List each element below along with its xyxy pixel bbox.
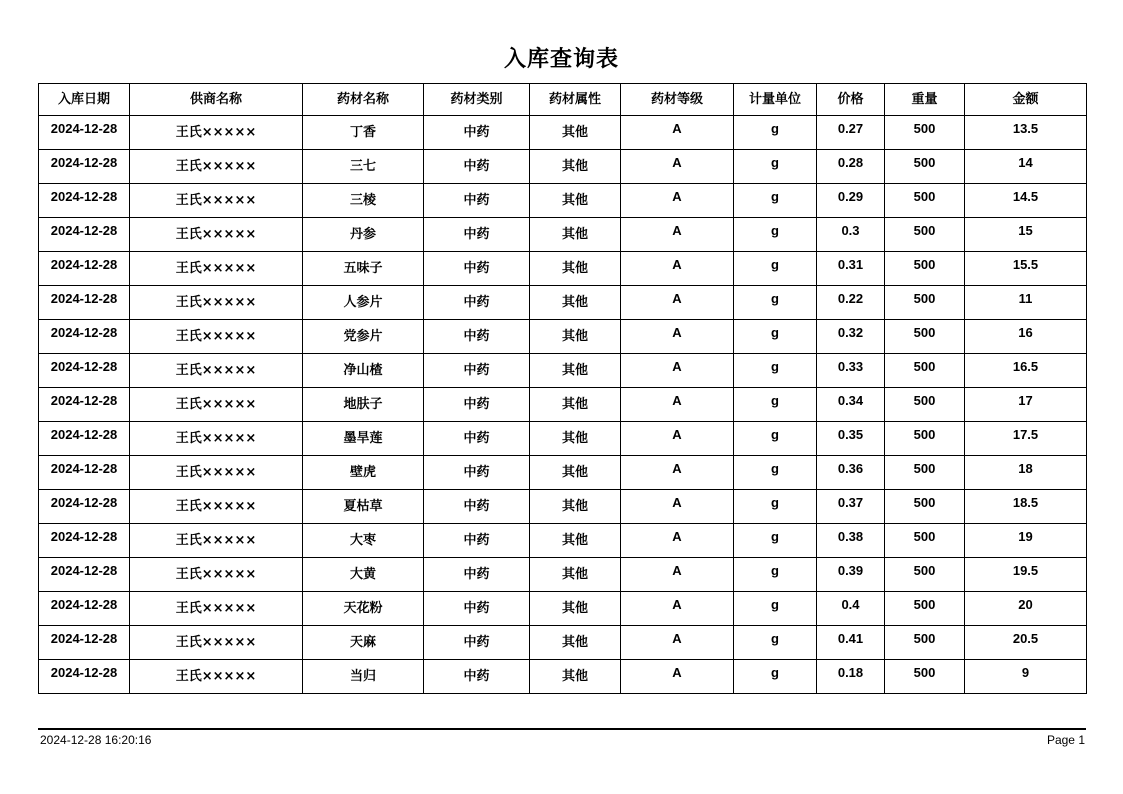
amount-cell: 19 [965, 524, 1087, 558]
price-cell: 0.18 [817, 660, 885, 694]
price-cell: 0.28 [817, 150, 885, 184]
unit-cell: g [734, 626, 817, 660]
herb-category-cell: 中药 [424, 558, 530, 592]
herb-name-cell: 天麻 [303, 626, 424, 660]
herb-grade-cell: A [621, 116, 734, 150]
header-col-unit: 计量单位 [734, 84, 817, 116]
unit-cell: g [734, 422, 817, 456]
price-cell: 0.27 [817, 116, 885, 150]
unit-cell: g [734, 354, 817, 388]
header-col-weight: 重量 [885, 84, 965, 116]
amount-cell: 17 [965, 388, 1087, 422]
header-col-price: 价格 [817, 84, 885, 116]
herb-category-cell: 中药 [424, 320, 530, 354]
table-body [39, 116, 1087, 694]
table-row [39, 422, 1087, 456]
herb-grade-cell: A [621, 218, 734, 252]
price-cell: 0.4 [817, 592, 885, 626]
herb-property-cell: 其他 [530, 592, 621, 626]
herb-property-cell: 其他 [530, 422, 621, 456]
herb-property-cell: 其他 [530, 252, 621, 286]
supplier-cell: 王氏××××× [130, 354, 303, 388]
unit-cell: g [734, 456, 817, 490]
herb-grade-cell: A [621, 490, 734, 524]
herb-name-cell: 墨旱莲 [303, 422, 424, 456]
amount-cell: 14.5 [965, 184, 1087, 218]
table-row [39, 490, 1087, 524]
herb-property-cell: 其他 [530, 558, 621, 592]
herb-category-cell: 中药 [424, 116, 530, 150]
herb-grade-cell: A [621, 252, 734, 286]
herb-category-cell: 中药 [424, 660, 530, 694]
weight-cell: 500 [885, 354, 965, 388]
herb-grade-cell: A [621, 592, 734, 626]
herb-name-cell: 天花粉 [303, 592, 424, 626]
herb-name-cell: 人参片 [303, 286, 424, 320]
herb-name-cell: 夏枯草 [303, 490, 424, 524]
entry-date-cell: 2024-12-28 [39, 524, 130, 558]
entry-date-cell: 2024-12-28 [39, 184, 130, 218]
herb-property-cell: 其他 [530, 490, 621, 524]
price-cell: 0.38 [817, 524, 885, 558]
herb-name-cell: 丁香 [303, 116, 424, 150]
price-cell: 0.32 [817, 320, 885, 354]
supplier-cell: 王氏××××× [130, 320, 303, 354]
amount-cell: 13.5 [965, 116, 1087, 150]
supplier-cell: 王氏××××× [130, 116, 303, 150]
table-row [39, 660, 1087, 694]
page-number: Page 1 [1046, 733, 1085, 747]
amount-cell: 20.5 [965, 626, 1087, 660]
amount-cell: 14 [965, 150, 1087, 184]
entry-date-cell: 2024-12-28 [39, 456, 130, 490]
entry-date-cell: 2024-12-28 [39, 626, 130, 660]
inventory-table [38, 83, 1087, 694]
supplier-cell: 王氏××××× [130, 286, 303, 320]
price-cell: 0.36 [817, 456, 885, 490]
herb-property-cell: 其他 [530, 660, 621, 694]
herb-category-cell: 中药 [424, 252, 530, 286]
entry-date-cell: 2024-12-28 [39, 320, 130, 354]
supplier-cell: 王氏××××× [130, 626, 303, 660]
herb-property-cell: 其他 [530, 456, 621, 490]
header-row [39, 84, 1087, 116]
herb-category-cell: 中药 [424, 422, 530, 456]
supplier-cell: 王氏××××× [130, 218, 303, 252]
header-col-herb-name: 药材名称 [303, 84, 424, 116]
herb-grade-cell: A [621, 184, 734, 218]
amount-cell: 19.5 [965, 558, 1087, 592]
amount-cell: 18.5 [965, 490, 1087, 524]
entry-date-cell: 2024-12-28 [39, 490, 130, 524]
entry-date-cell: 2024-12-28 [39, 354, 130, 388]
table-row [39, 116, 1087, 150]
unit-cell: g [734, 184, 817, 218]
unit-cell: g [734, 286, 817, 320]
weight-cell: 500 [885, 116, 965, 150]
herb-property-cell: 其他 [530, 150, 621, 184]
amount-cell: 20 [965, 592, 1087, 626]
supplier-cell: 王氏××××× [130, 660, 303, 694]
herb-category-cell: 中药 [424, 388, 530, 422]
entry-date-cell: 2024-12-28 [39, 252, 130, 286]
header-col-herb-property: 药材属性 [530, 84, 621, 116]
herb-grade-cell: A [621, 626, 734, 660]
herb-grade-cell: A [621, 456, 734, 490]
entry-date-cell: 2024-12-28 [39, 286, 130, 320]
unit-cell: g [734, 660, 817, 694]
herb-category-cell: 中药 [424, 218, 530, 252]
herb-grade-cell: A [621, 286, 734, 320]
amount-cell: 16.5 [965, 354, 1087, 388]
unit-cell: g [734, 592, 817, 626]
unit-cell: g [734, 320, 817, 354]
table-row [39, 592, 1087, 626]
entry-date-cell: 2024-12-28 [39, 218, 130, 252]
header-col-supplier: 供商名称 [130, 84, 303, 116]
supplier-cell: 王氏××××× [130, 150, 303, 184]
entry-date-cell: 2024-12-28 [39, 660, 130, 694]
entry-date-cell: 2024-12-28 [39, 150, 130, 184]
weight-cell: 500 [885, 558, 965, 592]
herb-category-cell: 中药 [424, 354, 530, 388]
herb-grade-cell: A [621, 354, 734, 388]
header-col-entry-date: 入库日期 [39, 84, 130, 116]
supplier-cell: 王氏××××× [130, 558, 303, 592]
amount-cell: 16 [965, 320, 1087, 354]
table-row [39, 388, 1087, 422]
price-cell: 0.37 [817, 490, 885, 524]
amount-cell: 17.5 [965, 422, 1087, 456]
table-row [39, 184, 1087, 218]
weight-cell: 500 [885, 422, 965, 456]
price-cell: 0.39 [817, 558, 885, 592]
herb-category-cell: 中药 [424, 490, 530, 524]
table-row [39, 218, 1087, 252]
herb-name-cell: 壁虎 [303, 456, 424, 490]
unit-cell: g [734, 218, 817, 252]
amount-cell: 11 [965, 286, 1087, 320]
herb-name-cell: 大枣 [303, 524, 424, 558]
supplier-cell: 王氏××××× [130, 490, 303, 524]
table-row [39, 252, 1087, 286]
weight-cell: 500 [885, 286, 965, 320]
entry-date-cell: 2024-12-28 [39, 592, 130, 626]
price-cell: 0.22 [817, 286, 885, 320]
herb-grade-cell: A [621, 388, 734, 422]
price-cell: 0.41 [817, 626, 885, 660]
weight-cell: 500 [885, 252, 965, 286]
table-row [39, 626, 1087, 660]
unit-cell: g [734, 490, 817, 524]
table-row [39, 558, 1087, 592]
herb-name-cell: 五味子 [303, 252, 424, 286]
weight-cell: 500 [885, 626, 965, 660]
entry-date-cell: 2024-12-28 [39, 116, 130, 150]
herb-name-cell: 净山楂 [303, 354, 424, 388]
herb-category-cell: 中药 [424, 592, 530, 626]
supplier-cell: 王氏××××× [130, 388, 303, 422]
unit-cell: g [734, 524, 817, 558]
supplier-cell: 王氏××××× [130, 184, 303, 218]
supplier-cell: 王氏××××× [130, 524, 303, 558]
herb-property-cell: 其他 [530, 184, 621, 218]
herb-name-cell: 地肤子 [303, 388, 424, 422]
footer-divider [38, 728, 1086, 730]
supplier-cell: 王氏××××× [130, 422, 303, 456]
header-col-herb-grade: 药材等级 [621, 84, 734, 116]
weight-cell: 500 [885, 150, 965, 184]
herb-category-cell: 中药 [424, 524, 530, 558]
herb-property-cell: 其他 [530, 388, 621, 422]
herb-name-cell: 党参片 [303, 320, 424, 354]
entry-date-cell: 2024-12-28 [39, 558, 130, 592]
weight-cell: 500 [885, 660, 965, 694]
herb-name-cell: 三七 [303, 150, 424, 184]
weight-cell: 500 [885, 218, 965, 252]
herb-name-cell: 当归 [303, 660, 424, 694]
herb-property-cell: 其他 [530, 320, 621, 354]
herb-grade-cell: A [621, 660, 734, 694]
weight-cell: 500 [885, 490, 965, 524]
herb-name-cell: 三棱 [303, 184, 424, 218]
unit-cell: g [734, 150, 817, 184]
price-cell: 0.35 [817, 422, 885, 456]
herb-property-cell: 其他 [530, 524, 621, 558]
price-cell: 0.33 [817, 354, 885, 388]
table-row [39, 150, 1087, 184]
weight-cell: 500 [885, 388, 965, 422]
table-row [39, 320, 1087, 354]
price-cell: 0.34 [817, 388, 885, 422]
unit-cell: g [734, 116, 817, 150]
herb-category-cell: 中药 [424, 150, 530, 184]
table-row [39, 456, 1087, 490]
price-cell: 0.31 [817, 252, 885, 286]
herb-grade-cell: A [621, 524, 734, 558]
weight-cell: 500 [885, 592, 965, 626]
herb-grade-cell: A [621, 320, 734, 354]
herb-grade-cell: A [621, 150, 734, 184]
herb-property-cell: 其他 [530, 218, 621, 252]
supplier-cell: 王氏××××× [130, 456, 303, 490]
amount-cell: 18 [965, 456, 1087, 490]
herb-property-cell: 其他 [530, 116, 621, 150]
herb-property-cell: 其他 [530, 286, 621, 320]
herb-name-cell: 丹参 [303, 218, 424, 252]
herb-grade-cell: A [621, 422, 734, 456]
unit-cell: g [734, 558, 817, 592]
herb-category-cell: 中药 [424, 626, 530, 660]
weight-cell: 500 [885, 524, 965, 558]
table-row [39, 354, 1087, 388]
weight-cell: 500 [885, 184, 965, 218]
price-cell: 0.3 [817, 218, 885, 252]
herb-name-cell: 大黄 [303, 558, 424, 592]
unit-cell: g [734, 252, 817, 286]
herb-category-cell: 中药 [424, 456, 530, 490]
header-col-herb-category: 药材类别 [424, 84, 530, 116]
weight-cell: 500 [885, 456, 965, 490]
table-row [39, 524, 1087, 558]
weight-cell: 500 [885, 320, 965, 354]
herb-property-cell: 其他 [530, 626, 621, 660]
herb-grade-cell: A [621, 558, 734, 592]
amount-cell: 15 [965, 218, 1087, 252]
herb-property-cell: 其他 [530, 354, 621, 388]
supplier-cell: 王氏××××× [130, 252, 303, 286]
header-col-amount: 金额 [965, 84, 1087, 116]
entry-date-cell: 2024-12-28 [39, 422, 130, 456]
herb-category-cell: 中药 [424, 184, 530, 218]
price-cell: 0.29 [817, 184, 885, 218]
herb-category-cell: 中药 [424, 286, 530, 320]
entry-date-cell: 2024-12-28 [39, 388, 130, 422]
table-row [39, 286, 1087, 320]
report-title: 入库查询表 [503, 47, 619, 72]
amount-cell: 15.5 [965, 252, 1087, 286]
print-timestamp: 2024-12-28 16:20:16 [40, 733, 152, 747]
table-header [39, 84, 1087, 116]
amount-cell: 9 [965, 660, 1087, 694]
unit-cell: g [734, 388, 817, 422]
supplier-cell: 王氏××××× [130, 592, 303, 626]
